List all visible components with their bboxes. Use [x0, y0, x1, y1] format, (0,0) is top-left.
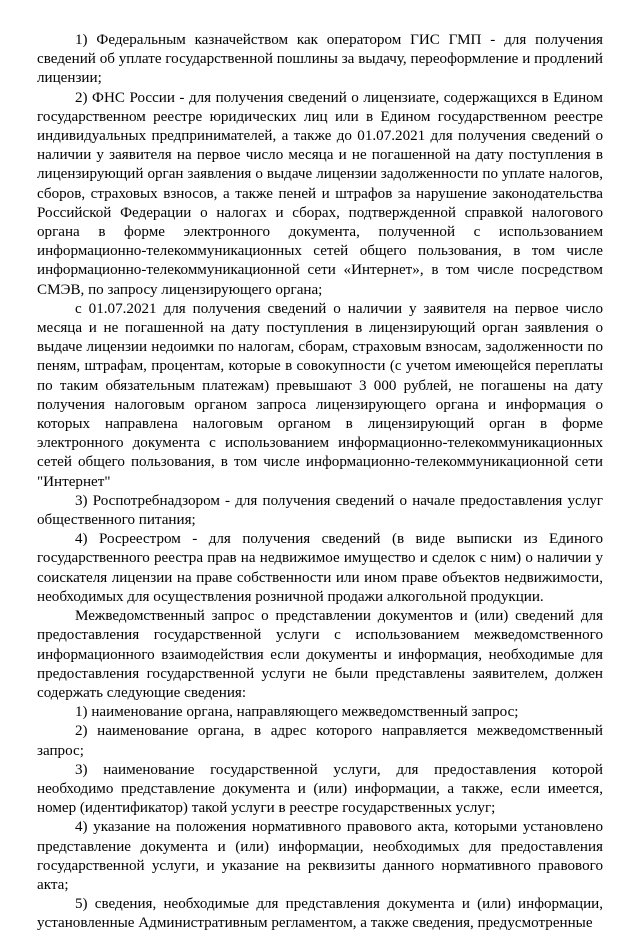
paragraph-item-4-rosreestr: 4) Росреестром - для получения сведений (в виде выписки из Единого государственного реестра прав на недвижимое имущество и сделок с ним) о наличии у соискателя лицензии на праве собственности или ином праве объектов недвижимости, необходимых для осуществления розничной продажи алкогольной продукции. — [37, 531, 603, 605]
paragraph-interagency-request: Межведомственный запрос о представлении документов и (или) сведений для предоставления государственной услуги с использованием межведомственного информационного взаимодействия если документы и информация, необходимые для предоставления государственной услуги не были представлены заявителем, должен содержать следующие сведения: — [37, 608, 603, 701]
paragraph-request-item-1: 1) наименование органа, направляющего межведомственный запрос; — [75, 704, 519, 721]
paragraph-item-2-fns: 2) ФНС России - для получения сведений о лицензиате, содержащихся в Едином государственном реестре юридических лиц или в Едином государственном реестре индивидуальных предпринимателей, а также до 01.07.2021 для получения сведений о наличии у заявителя на первое число месяца и не погашенной на дату поступления в лицензирующий орган заявления о выдаче лицензии задолженности по уплате налогов, сборов, страховых взносов, а также пеней и штрафов за нарушение законодательства Российской Федерации о налогах и сборах, подтвержденной справкой налогового органа в форме электронного документа, полученной с использованием информационно-телекоммуникационных сетей общего пользования, в том числе информационно-телекоммуникационной сети «Интернет», в том числе посредством СМЭВ, по запросу лицензирующего органа; — [37, 89, 603, 298]
paragraph-item-1-fed-treasury: 1) Федеральным казначейством как оператором ГИС ГМП - для получения сведений об уплате государственной пошлины за выдачу, переоформление и продлений лицензии; — [37, 32, 603, 87]
paragraph-request-item-5: 5) сведения, необходимые для представления документа и (или) информации, установленные Административным регламентом, а также сведения, предусмотренные — [37, 896, 603, 932]
paragraph-item-3-rospotrebnadzor: 3) Роспотребнадзором - для получения сведений о начале предоставления услуг общественного питания; — [37, 492, 603, 529]
paragraph-request-item-2: 2) наименование органа, в адрес которого направляется межведомственный запрос; — [37, 723, 603, 759]
paragraph-request-item-3: 3) наименование государственной услуги, для предоставления которой необходимо представление документа и (или) информации, а также, если имеется, номер (идентификатор) такой услуги в реестре государственных услуг; — [37, 761, 603, 817]
paragraph-request-item-4: 4) указание на положения нормативного правового акта, которыми установлено представление документа и (или) информации, необходимых для предоставления государственной услуги, и указание на реквизиты данного нормативного правового акта; — [37, 819, 603, 893]
paragraph-fns-from-2021: с 01.07.2021 для получения сведений о наличии у заявителя на первое число месяца и не погашенной на дату поступления в лицензирующий орган заявления о выдаче лицензии недоимки по налогам, сборам, страховым взносам, задолженности по пеням, штрафам, процентам, которые в совокупности (с учетом имеющейся переплаты по таким обязательным платежам) превышают 3 000 рублей, не погашены на дату получения налоговым органом запроса лицензирующего органа и информация о которых направлена налоговым органом в лицензирующий орган в форме электронного документа с использованием информационно-телекоммуникационных сетей общего пользования, в том числе информационно-телекоммуникационной сети "Интернет" — [37, 300, 603, 490]
document-body — [37, 31, 603, 934]
